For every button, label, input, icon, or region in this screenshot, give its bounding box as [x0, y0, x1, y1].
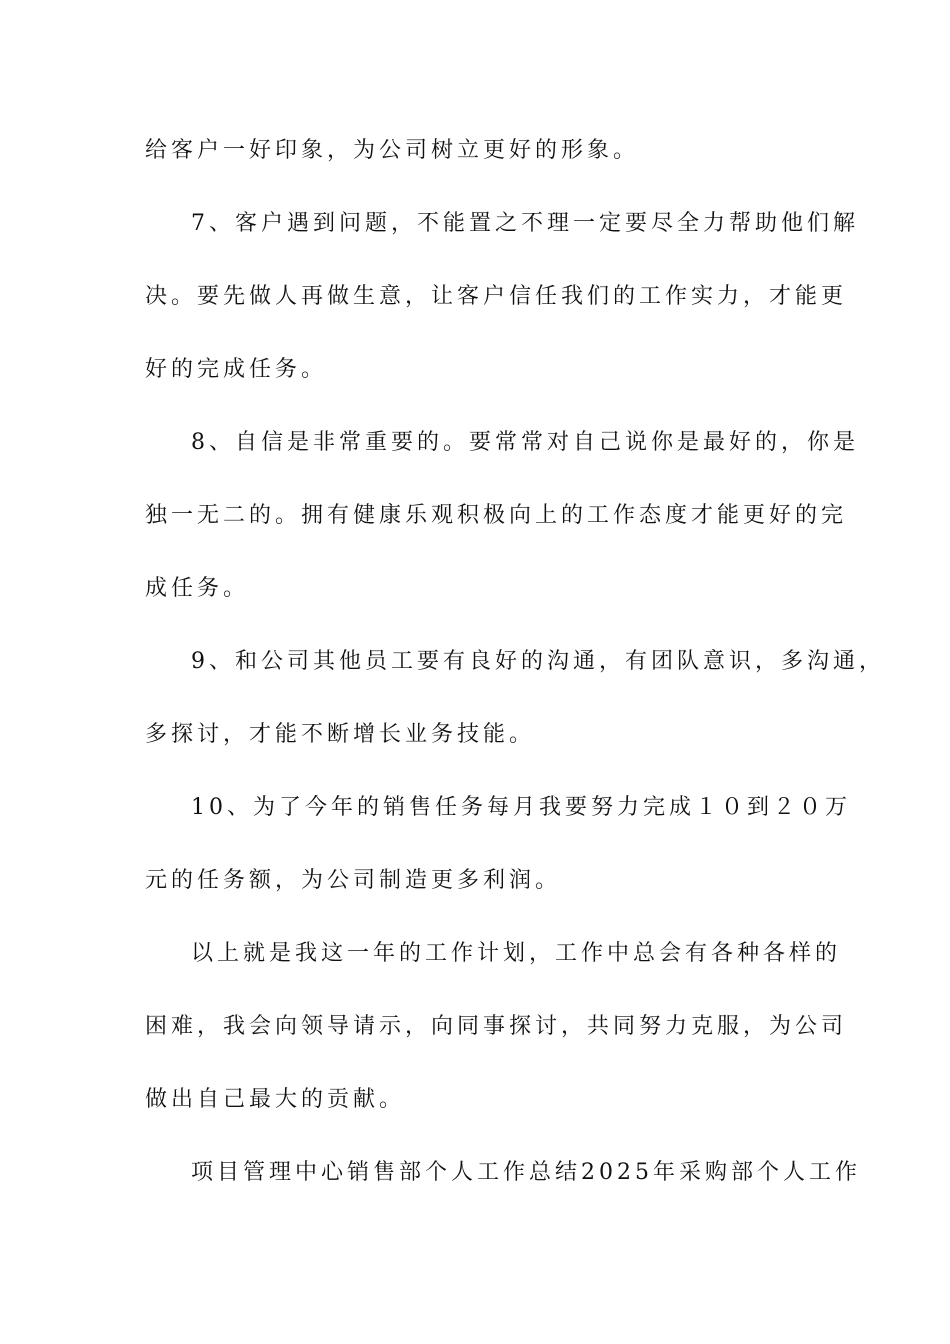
text-line: 元的任务额，为公司制造更多利润。	[145, 868, 562, 893]
paragraph-closing-line	[145, 128, 810, 201]
text-line: 独一无二的。拥有健康乐观积极向上的工作态度才能更好的完	[145, 503, 848, 528]
paragraph-heading-next	[145, 1150, 861, 1223]
text-line: 决。要先做人再做生意，让客户信任我们的工作实力，才能更	[145, 284, 848, 309]
text-line: 9、和公司其他员工要有良好的沟通，有团队意识，多沟通，	[191, 649, 885, 674]
text-line: 好的完成任务。	[145, 357, 328, 382]
text-line: 7、客户遇到问题，不能置之不理一定要尽全力帮助他们解	[191, 211, 859, 236]
text-line: 困难，我会向领导请示，向同事探讨，共同努力克服，为公司	[145, 1014, 848, 1039]
text-line: 以上就是我这一年的工作计划，工作中总会有各种各样的	[191, 941, 842, 966]
text-line: 做出自己最大的贡献。	[145, 1087, 406, 1112]
document-body	[145, 128, 885, 1223]
paragraph-item-9	[145, 639, 885, 785]
text-line: 8、自信是非常重要的。要常常对自己说你是最好的，你是	[191, 430, 859, 455]
text-line: 成任务。	[145, 576, 250, 601]
paragraph-item-8	[145, 420, 859, 639]
text-line: 项目管理中心销售部个人工作总结2025年采购部个人工作	[191, 1160, 861, 1185]
text-line: 10、为了今年的销售任务每月我要努力完成１０到２０万	[191, 795, 851, 820]
paragraph-summary	[145, 931, 848, 1150]
text-line: 给客户一好印象，为公司树立更好的形象。	[145, 138, 640, 163]
paragraph-item-7	[145, 201, 859, 420]
text-line: 多探讨，才能不断增长业务技能。	[145, 722, 536, 747]
paragraph-item-10	[145, 785, 851, 931]
